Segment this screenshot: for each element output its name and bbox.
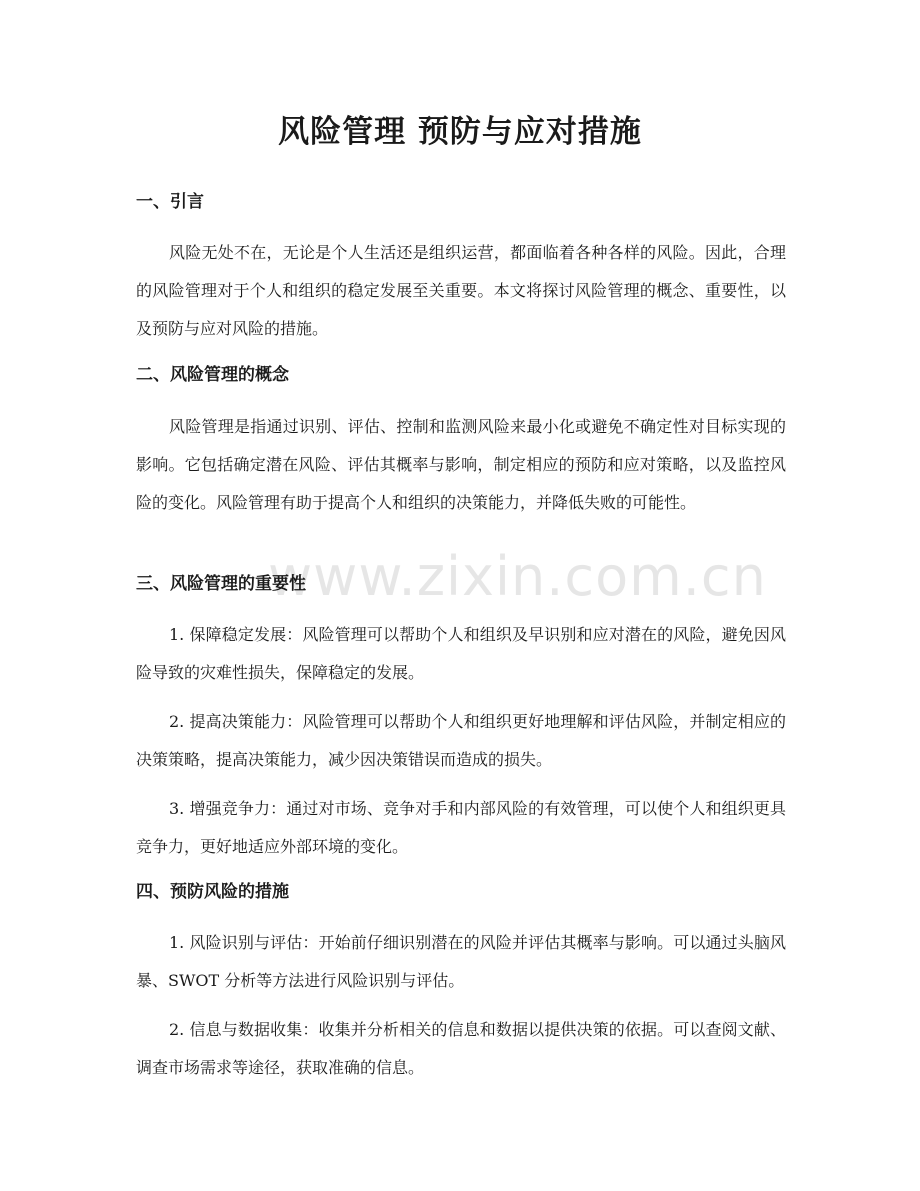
paragraph-importance-2: 2. 提高决策能力：风险管理可以帮助个人和组织更好地理解和评估风险，并制定相应的决策策略，提高决策能力，减少因决策错误而造成的损失。 [136, 712, 786, 769]
paragraph-concept: 风险管理是指通过识别、评估、控制和监测风险来最小化或避免不确定性对目标实现的影响。它包括确定潜在风险、评估其概率与影响，制定相应的预防和应对策略，以及监控风险的变化。风险管理有助于提高个人和组织的决策能力，并降低失败的可能性。 [136, 417, 786, 512]
section-heading-concept: 二、风险管理的概念 [136, 365, 289, 385]
paragraph-prevention-1: 1. 风险识别与评估：开始前仔细识别潜在的风险并评估其概率与影响。可以通过头脑风暴、SWOT 分析等方法进行风险识别与评估。 [136, 933, 786, 990]
watermark: www.zixin.com.cn [268, 545, 767, 608]
paragraph-importance-3: 3. 增强竞争力：通过对市场、竞争对手和内部风险的有效管理，可以使个人和组织更具竞争力，更好地适应外部环境的变化。 [136, 799, 786, 856]
section-heading-importance: 三、风险管理的重要性 [136, 574, 306, 594]
paragraph-importance-1: 1. 保障稳定发展：风险管理可以帮助个人和组织及早识别和应对潜在的风险，避免因风险导致的灾难性损失，保障稳定的发展。 [136, 625, 786, 682]
paragraph-prevention-2: 2. 信息与数据收集：收集并分析相关的信息和数据以提供决策的依据。可以查阅文献、调查市场需求等途径，获取准确的信息。 [136, 1020, 786, 1077]
page-title: 风险管理 预防与应对措施 [278, 114, 642, 150]
section-heading-intro: 一、引言 [136, 192, 204, 212]
paragraph-intro: 风险无处不在，无论是个人生活还是组织运营，都面临着各种各样的风险。因此，合理的风险管理对于个人和组织的稳定发展至关重要。本文将探讨风险管理的概念、重要性，以及预防与应对风险的措施。 [136, 243, 786, 338]
section-heading-prevention: 四、预防风险的措施 [136, 882, 289, 902]
